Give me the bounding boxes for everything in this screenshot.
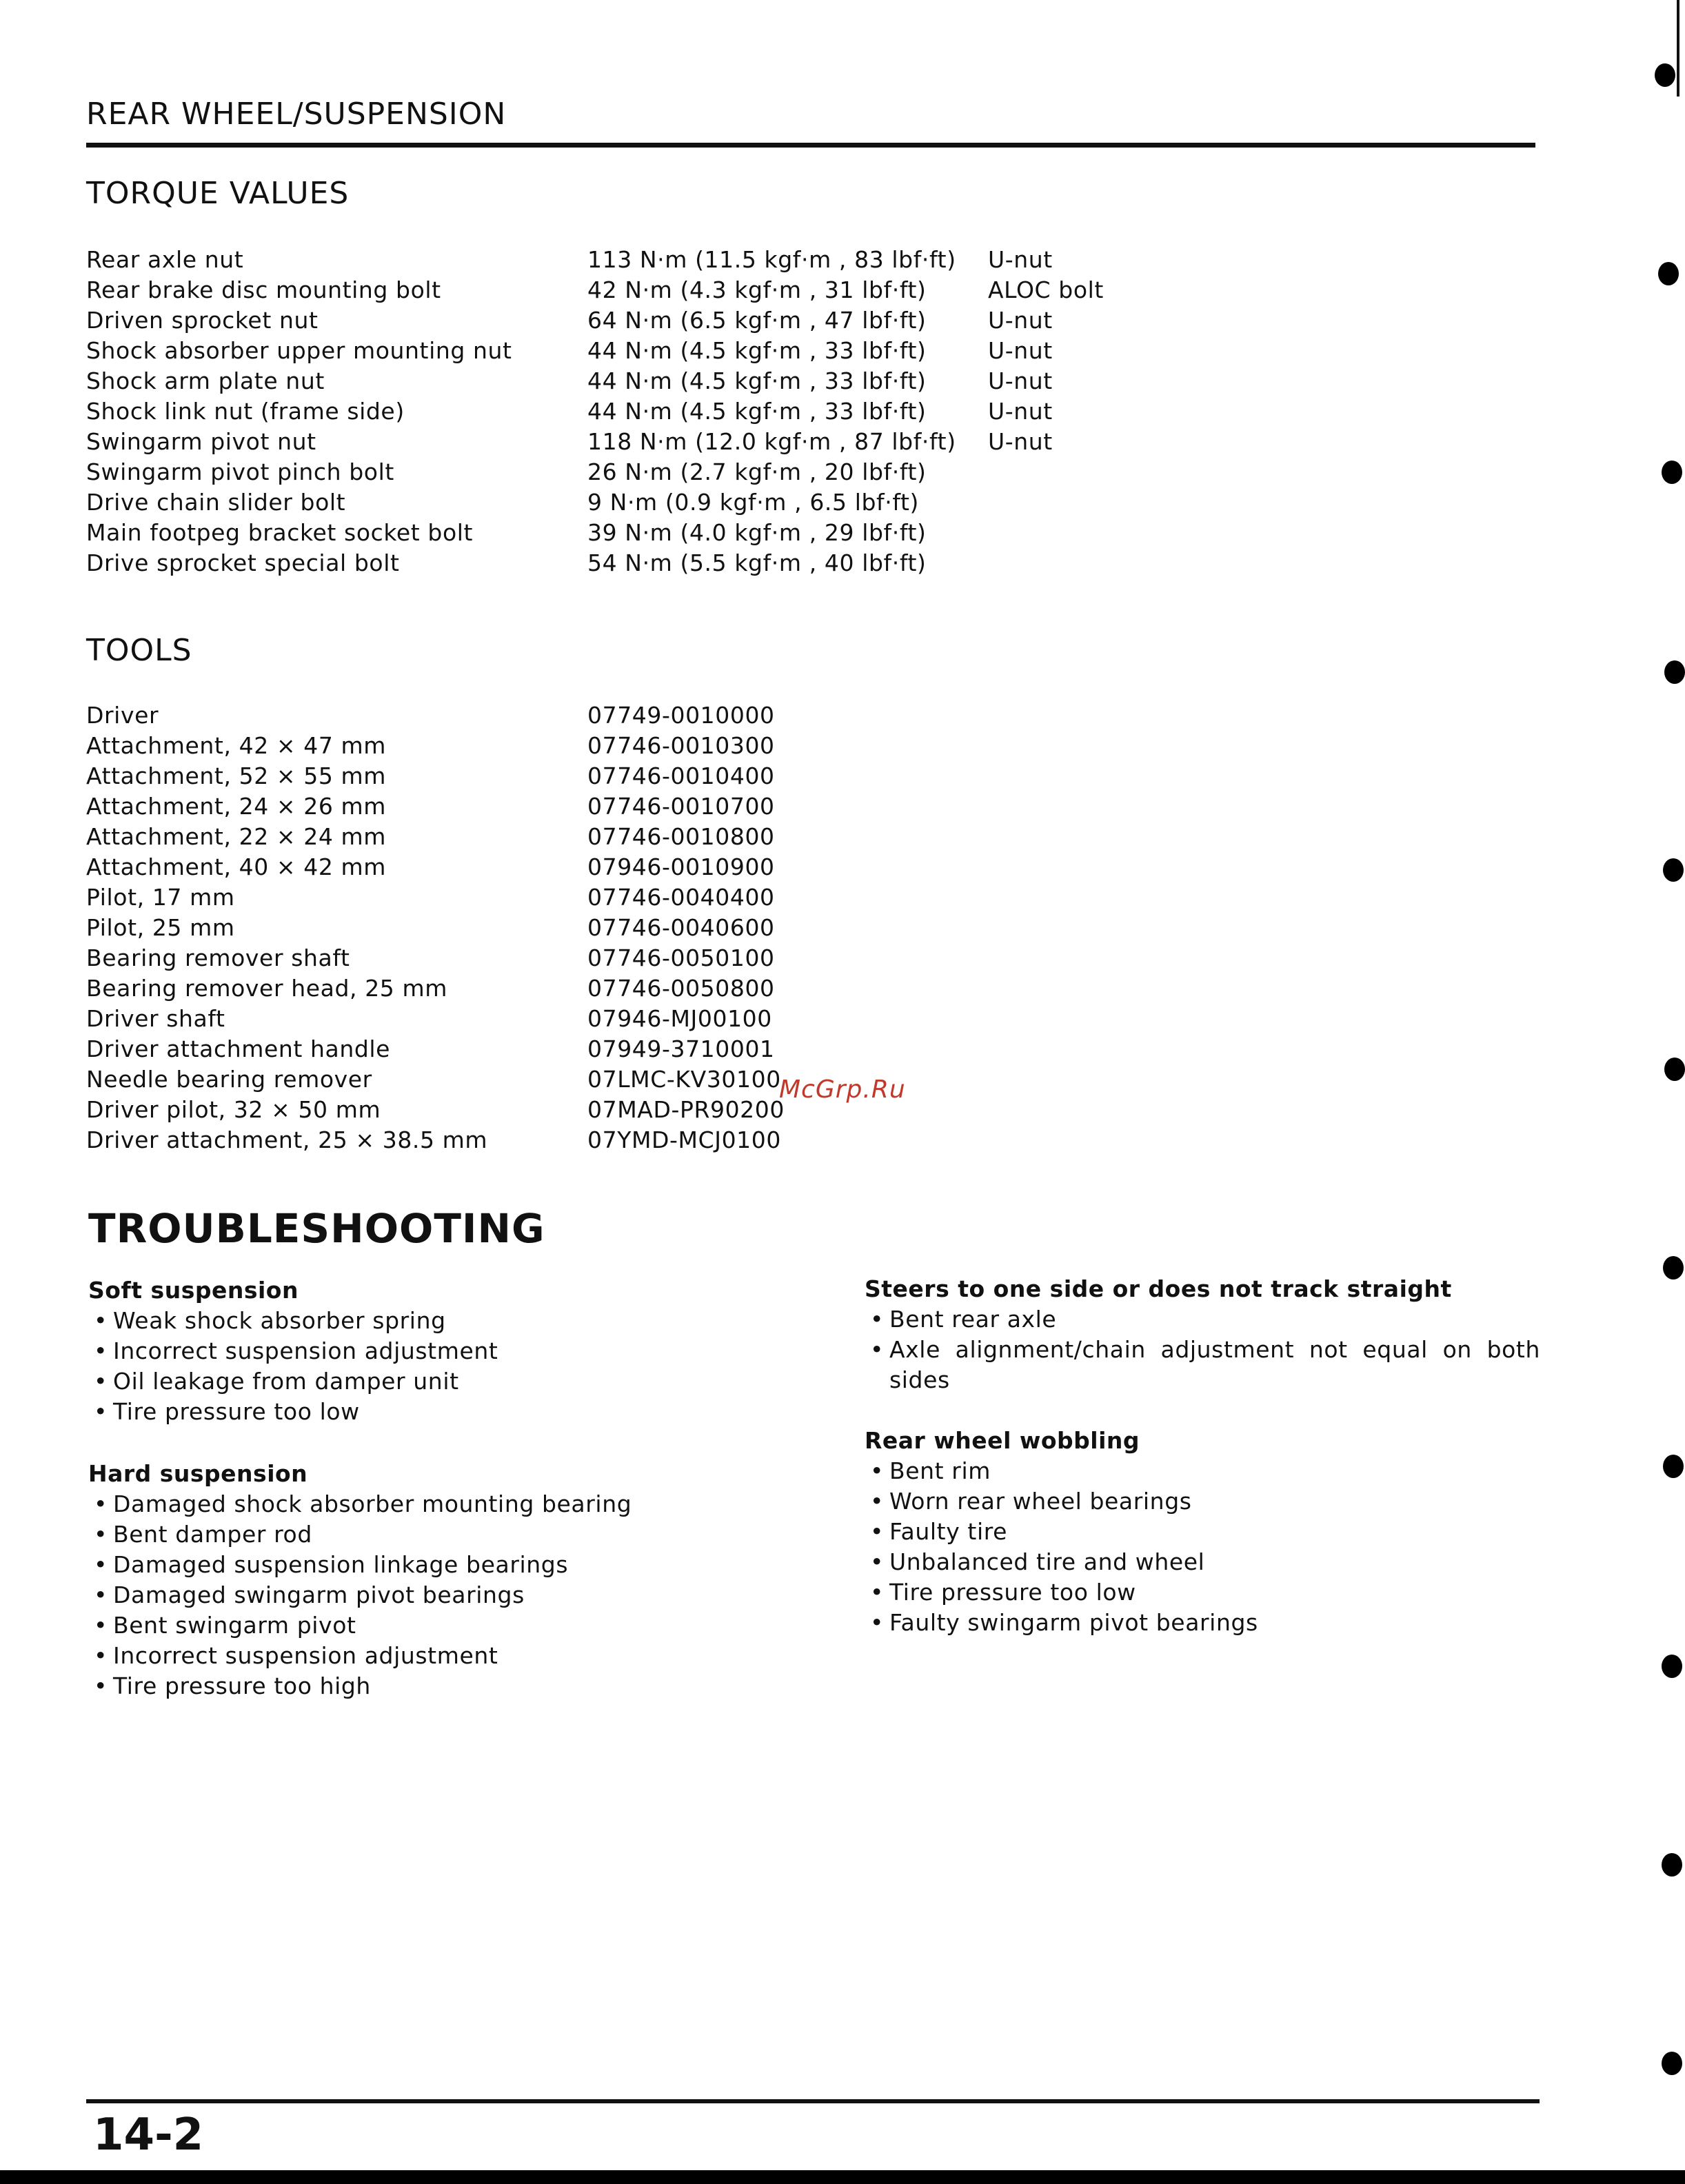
group-title: Soft suspension [88,1277,299,1304]
bottom-scan-band [0,2170,1685,2184]
torque-item-label: Swingarm pivot pinch bolt [86,458,394,485]
tool-name: Attachment, 24 × 26 mm [86,793,387,820]
list-item: • Bent swingarm pivot [88,1610,778,1641]
tool-part-number: 07746-0040600 [587,914,775,941]
tool-name: Attachment, 52 × 55 mm [86,762,387,789]
list-item: • Damaged shock absorber mounting bearing [88,1489,778,1519]
binder-hole-icon [1663,858,1684,882]
group-title: Steers to one side or does not track straight [865,1275,1452,1302]
binder-hole-icon [1662,1853,1682,1877]
torque-item-label: Driven sprocket nut [86,307,319,334]
torque-item-value: 118 N·m (12.0 kgf·m , 87 lbf·ft) [587,428,956,455]
list-item: • Damaged swingarm pivot bearings [88,1580,778,1610]
torque-item-label: Main footpeg bracket socket bolt [86,519,474,546]
torque-item-label: Rear axle nut [86,246,244,273]
tool-part-number: 07946-0010900 [587,853,775,880]
torque-values-title: TORQUE VALUES [86,176,350,211]
tool-part-number: 07LMC-KV30100 [587,1066,781,1093]
torque-item-note: U-nut [988,367,1053,394]
tool-name: Pilot, 25 mm [86,914,235,941]
list-item: • Faulty tire [865,1517,1554,1547]
tool-name: Needle bearing remover [86,1066,372,1093]
list-item: • Incorrect suspension adjustment [88,1336,778,1366]
page-header-title: REAR WHEEL/SUSPENSION [86,97,507,132]
torque-item-label: Shock link nut (frame side) [86,398,405,425]
list-item: • Tire pressure too low [88,1397,778,1427]
binder-hole-icon [1655,63,1675,87]
tool-name: Driver shaft [86,1005,225,1032]
tool-name: Pilot, 17 mm [86,884,235,911]
torque-item-label: Shock arm plate nut [86,367,325,394]
tool-part-number: 07949-3710001 [587,1035,775,1062]
tool-part-number: 07946-MJ00100 [587,1005,772,1032]
binder-hole-icon [1664,1058,1685,1081]
list-item: • Oil leakage from damper unit [88,1366,778,1397]
torque-item-value: 9 N·m (0.9 kgf·m , 6.5 lbf·ft) [587,489,919,516]
torque-item-label: Drive sprocket special bolt [86,549,400,576]
tool-part-number: 07YMD-MCJ0100 [587,1126,781,1153]
tool-name: Driver [86,702,159,729]
tool-name: Attachment, 42 × 47 mm [86,732,387,759]
torque-item-value: 113 N·m (11.5 kgf·m , 83 lbf·ft) [587,246,956,273]
header-rule [86,143,1535,148]
list-item: • Unbalanced tire and wheel [865,1547,1554,1577]
torque-item-note: U-nut [988,307,1053,334]
binder-hole-icon [1663,1455,1684,1478]
list-item: • Tire pressure too low [865,1577,1554,1608]
binder-hole-icon [1663,1256,1684,1280]
binder-hole-icon [1662,461,1682,484]
binder-hole-icon [1662,1655,1682,1678]
group-rear-wheel-wobbling [865,1426,1554,1638]
binder-hole-icon [1658,262,1679,285]
torque-item-note: U-nut [988,428,1053,455]
tool-name: Attachment, 22 × 24 mm [86,823,387,850]
group-steers-to-one-side [865,1274,1540,1395]
torque-item-value: 42 N·m (4.3 kgf·m , 31 lbf·ft) [587,276,927,303]
tool-name: Driver attachment, 25 × 38.5 mm [86,1126,488,1153]
list-item: • Weak shock absorber spring [88,1306,778,1336]
torque-item-value: 64 N·m (6.5 kgf·m , 47 lbf·ft) [587,307,927,334]
tool-part-number: 07746-0010800 [587,823,775,850]
troubleshooting-title: TROUBLESHOOTING [88,1205,545,1252]
binder-hole-icon [1662,2052,1682,2075]
torque-item-value: 26 N·m (2.7 kgf·m , 20 lbf·ft) [587,458,927,485]
torque-item-value: 54 N·m (5.5 kgf·m , 40 lbf·ft) [587,549,927,576]
tools-title: TOOLS [86,633,192,668]
list-item: • Axle alignment/chain adjustment not equal on both sides [865,1335,1540,1395]
list-item: • Tire pressure too high [88,1671,778,1701]
list-item: • Worn rear wheel bearings [865,1486,1554,1517]
watermark: McGrp.Ru [779,1075,906,1104]
binder-hole-icon [1664,660,1685,684]
group-title: Hard suspension [88,1460,308,1487]
tool-name: Driver pilot, 32 × 50 mm [86,1096,381,1123]
torque-item-label: Rear brake disc mounting bolt [86,276,441,303]
list-item: • Faulty swingarm pivot bearings [865,1608,1554,1638]
tool-name: Bearing remover head, 25 mm [86,975,447,1002]
tool-name: Attachment, 40 × 42 mm [86,853,387,880]
tool-part-number: 07746-0010400 [587,762,775,789]
torque-item-value: 39 N·m (4.0 kgf·m , 29 lbf·ft) [587,519,927,546]
page-number: 14-2 [93,2110,204,2161]
list-item: • Damaged suspension linkage bearings [88,1550,778,1580]
group-title: Rear wheel wobbling [865,1427,1140,1454]
group-hard-suspension [88,1459,778,1701]
torque-item-note: U-nut [988,398,1053,425]
torque-item-value: 44 N·m (4.5 kgf·m , 33 lbf·ft) [587,398,927,425]
torque-item-value: 44 N·m (4.5 kgf·m , 33 lbf·ft) [587,367,927,394]
torque-item-value: 44 N·m (4.5 kgf·m , 33 lbf·ft) [587,337,927,364]
torque-item-note: ALOC bolt [988,276,1104,303]
list-item: • Bent rim [865,1456,1554,1486]
list-item: • Bent rear axle [865,1304,1540,1335]
tool-name: Driver attachment handle [86,1035,391,1062]
torque-item-label: Swingarm pivot nut [86,428,316,455]
tool-part-number: 07746-0010300 [587,732,775,759]
tool-part-number: 07746-0050100 [587,944,775,971]
corner-mark [1677,0,1679,97]
tool-name: Bearing remover shaft [86,944,350,971]
torque-item-note: U-nut [988,337,1053,364]
tool-part-number: 07746-0010700 [587,793,775,820]
list-item: • Incorrect suspension adjustment [88,1641,778,1671]
tool-part-number: 07749-0010000 [587,702,775,729]
torque-item-label: Drive chain slider bolt [86,489,346,516]
group-soft-suspension [88,1275,778,1427]
tool-part-number: 07MAD-PR90200 [587,1096,785,1123]
torque-item-label: Shock absorber upper mounting nut [86,337,512,364]
tool-part-number: 07746-0040400 [587,884,775,911]
footer-rule [86,2099,1540,2103]
list-item: • Bent damper rod [88,1519,778,1550]
tool-part-number: 07746-0050800 [587,975,775,1002]
torque-item-note: U-nut [988,246,1053,273]
